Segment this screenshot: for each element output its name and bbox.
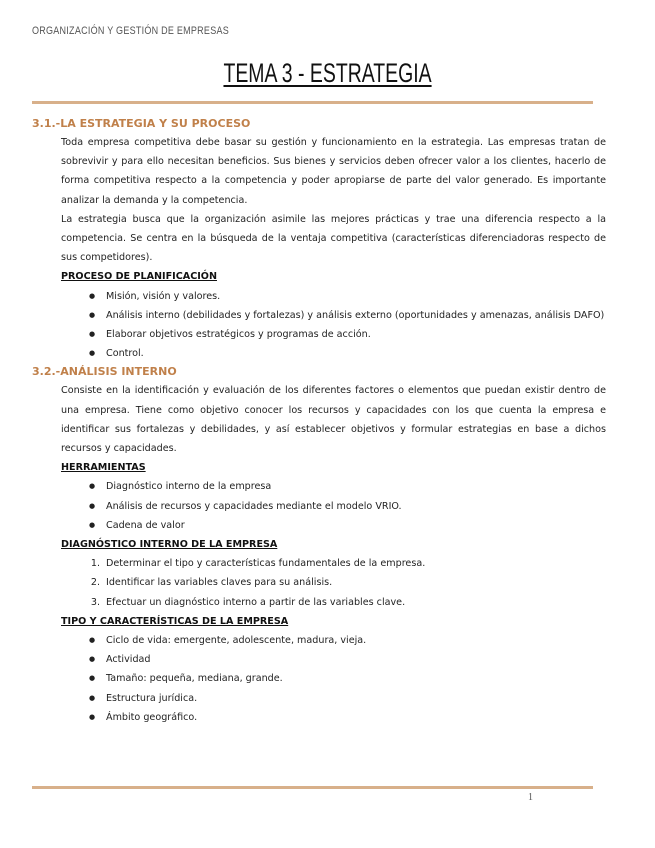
bullet-icon: ● xyxy=(89,520,96,529)
list-item-text: Efectuar un diagnóstico interno a partir de las variables clave. xyxy=(106,596,406,608)
list-item-text: Diagnóstico interno de la empresa xyxy=(106,481,272,493)
numbered-list-diagnostico xyxy=(32,554,606,612)
document-header: ORGANIZACIÓN Y GESTIÓN DE EMPRESAS xyxy=(32,25,229,37)
subheading-proceso-planificacion: PROCESO DE PLANIFICACIÓN xyxy=(61,271,217,283)
page-title xyxy=(0,58,655,89)
list-item-text: Ciclo de vida: emergente, adolescente, madura, vieja. xyxy=(106,635,367,647)
page-title-text: TEMA 3 - ESTRATEGIA xyxy=(223,58,432,88)
bullet-icon: ● xyxy=(89,655,96,664)
page-number: 1 xyxy=(528,792,533,803)
bullet-icon: ● xyxy=(89,291,96,300)
list-item xyxy=(32,708,606,727)
bullet-icon: ● xyxy=(89,693,96,702)
list-item xyxy=(32,287,606,306)
bullet-icon: ● xyxy=(89,636,96,645)
list-item-text: Cadena de valor xyxy=(106,519,185,531)
list-number: 3. xyxy=(90,596,100,608)
list-item-text: Estructura jurídica. xyxy=(106,692,198,704)
list-item-text: Actividad xyxy=(106,654,151,666)
list-item xyxy=(32,650,606,669)
bullet-icon: ● xyxy=(89,674,96,683)
list-item xyxy=(32,554,606,573)
bullet-list-tipo xyxy=(32,631,606,727)
document-body xyxy=(32,115,606,727)
bullet-list-herramientas xyxy=(32,477,606,535)
list-item-text: Control. xyxy=(106,348,144,360)
list-item xyxy=(32,306,606,325)
list-item xyxy=(32,669,606,688)
subheading-herramientas: HERRAMIENTAS xyxy=(61,462,146,474)
subheading-tipo-caracteristicas: TIPO Y CARACTERÍSTICAS DE LA EMPRESA xyxy=(61,615,289,627)
bullet-icon: ● xyxy=(89,310,96,319)
list-item-text: Identificar las variables claves para su análisis. xyxy=(106,577,333,589)
list-item-text: Tamaño: pequeña, mediana, grande. xyxy=(106,673,283,685)
paragraph: Consiste en la identificación y evaluación de los diferentes factores o elementos que puedan existir dentro de una empresa. Tiene como objetivo conocer los recursos y capacidades con los que cuenta la empresa e identificar sus fortalezas y debilidades, y así establecer objetivos y formular estrategias en base a dichos recursos y capacidades. xyxy=(61,385,606,455)
section-heading-estrategia: 3.1.-LA ESTRATEGIA Y SU PROCESO xyxy=(32,117,251,130)
section-heading-analisis-interno: 3.2.-ANÁLISIS INTERNO xyxy=(32,365,177,379)
list-item-text: Análisis interno (debilidades y fortalezas) y análisis externo (oportunidades y amenazas, análisis DAFO) xyxy=(106,309,605,321)
list-item xyxy=(32,631,606,650)
list-item-text: Elaborar objetivos estratégicos y programas de acción. xyxy=(106,329,371,341)
list-item-text: Misión, visión y valores. xyxy=(106,290,221,302)
list-item xyxy=(32,344,606,363)
list-item xyxy=(32,497,606,516)
list-item-text: Determinar el tipo y características fundamentales de la empresa. xyxy=(106,558,426,570)
list-item xyxy=(32,689,606,708)
paragraph: Toda empresa competitiva debe basar su gestión y funcionamiento en la estrategia. Las empresas tratan de sobrevivir y para ello necesitan beneficios. Sus bienes y servicios deben ofrecer valor a los clientes, hacerlo de forma competitiva respecto a la competencia y poder apropiarse de parte del valor generado. Es importante analizar la demanda y la competencia. xyxy=(61,137,606,206)
list-item-text: Análisis de recursos y capacidades mediante el modelo VRIO. xyxy=(106,500,402,512)
bullet-list-planificacion xyxy=(32,287,606,364)
list-item xyxy=(32,325,606,344)
list-item-text: Ámbito geográfico. xyxy=(106,711,198,723)
bullet-icon: ● xyxy=(89,482,96,491)
list-item xyxy=(32,593,606,612)
top-divider xyxy=(32,101,593,104)
list-item xyxy=(32,573,606,592)
list-item xyxy=(32,477,606,496)
bullet-icon: ● xyxy=(89,349,96,358)
bottom-divider xyxy=(32,786,593,789)
bullet-icon: ● xyxy=(89,712,96,721)
list-item xyxy=(32,516,606,535)
bullet-icon: ● xyxy=(89,330,96,339)
paragraph: La estrategia busca que la organización asimile las mejores prácticas y trae una diferencia respecto a la competencia. Se centra en la búsqueda de la ventaja competitiva (características diferenciadoras respecto de sus competidores). xyxy=(61,213,606,264)
list-number: 2. xyxy=(90,577,100,589)
subheading-diagnostico-interno: DIAGNÓSTICO INTERNO DE LA EMPRESA xyxy=(61,539,278,551)
list-number: 1. xyxy=(90,558,100,570)
bullet-icon: ● xyxy=(89,501,96,510)
